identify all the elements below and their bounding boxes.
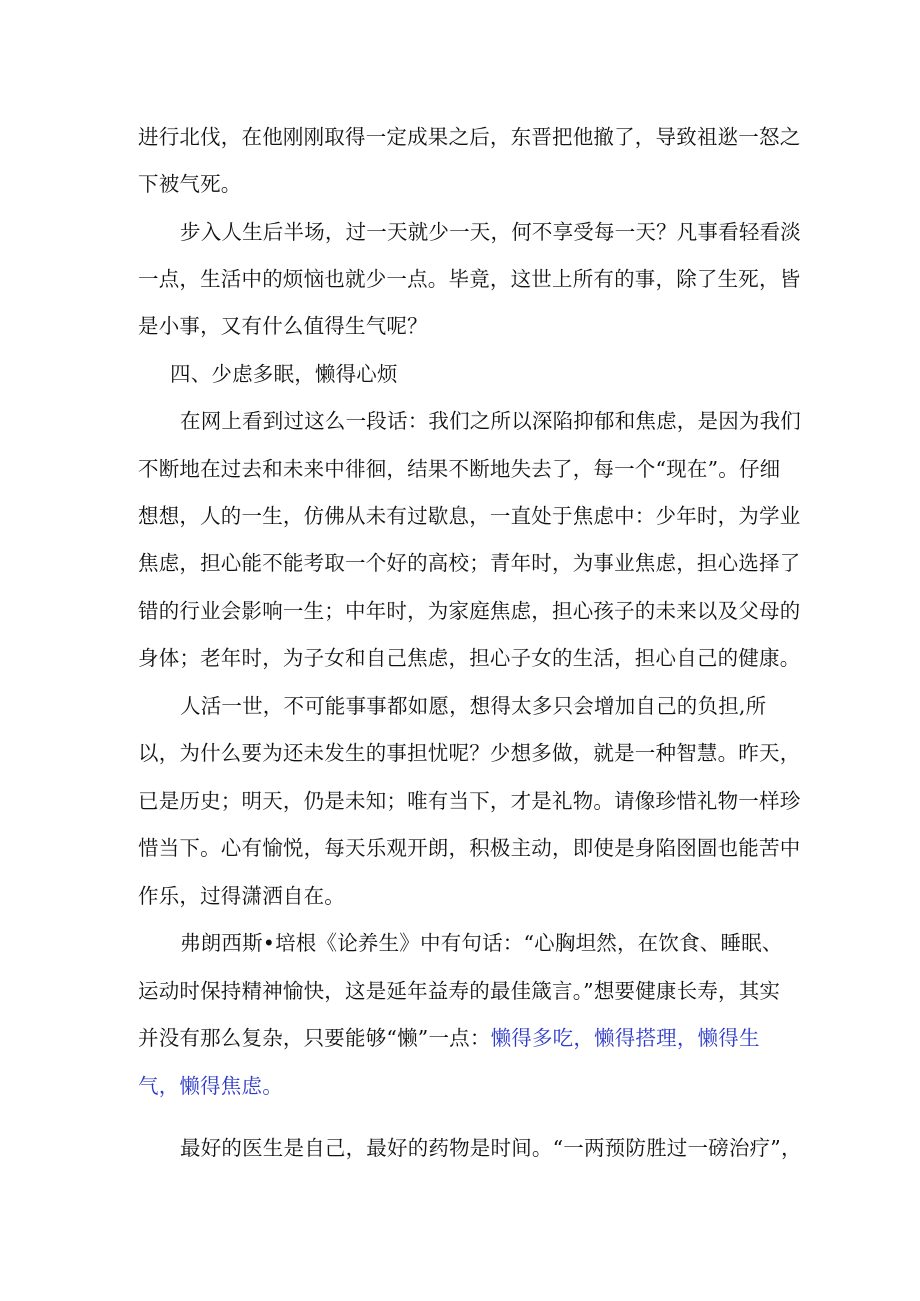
plain-text: 并没有那么复杂，只要能够“懒”一点： — [138, 1026, 491, 1050]
paragraph-line: 进行北伐，在他刚刚取得一定成果之后，东晋把他撤了，导致祖逖一怒之 — [138, 125, 801, 149]
paragraph-line: 在网上看到过这么一段话：我们之所以深陷抑郁和焦虑，是因为我们 — [180, 409, 801, 433]
paragraph-line: 弗朗西斯•培根《论养生》中有句话：“心胸坦然，在饮食、睡眠、 — [180, 931, 783, 955]
paragraph-line: 运动时保持精神愉快，这是延年益寿的最佳箴言。”想要健康长寿，其实 — [138, 979, 781, 1003]
highlighted-text: 懒得多吃，懒得搭理，懒得生 — [490, 1026, 760, 1050]
paragraph-line: 想想，人的一生，仿佛从未有过歇息，一直处于焦虑中：少年时，为学业 — [138, 504, 801, 528]
paragraph-line: 人活一世，不可能事事都如愿，想得太多只会增加自己的负担,所 — [180, 694, 767, 718]
paragraph-line: 惜当下。心有愉悦，每天乐观开朗，积极主动，即使是身陷囹圄也能苦中 — [138, 836, 801, 860]
paragraph-line: 是小事，又有什么值得生气呢？ — [138, 314, 428, 338]
section-heading: 四、少虑多眠，懒得心烦 — [170, 362, 398, 386]
paragraph-line: 下被气死。 — [138, 172, 242, 196]
paragraph-line: 已是历史；明天，仍是未知；唯有当下，才是礼物。请像珍惜礼物一样珍 — [138, 789, 801, 813]
paragraph-line: 最好的医生是自己，最好的药物是时间。“一两预防胜过一磅治疗”， — [180, 1136, 802, 1160]
paragraph-line: 错的行业会影响一生；中年时，为家庭焦虑，担心孩子的未来以及父母的 — [138, 599, 801, 623]
highlighted-line: 气，懒得焦虑。 — [138, 1074, 283, 1098]
paragraph-line: 以，为什么要为还未发生的事担忧呢？少想多做，就是一种智慧。昨天， — [138, 741, 801, 765]
paragraph-line — [138, 1023, 760, 1053]
paragraph-line: 步入人生后半场，过一天就少一天，何不享受每一天？凡事看轻看淡 — [180, 220, 801, 244]
paragraph-line: 身体；老年时，为子女和自己焦虑，担心子女的生活，担心自己的健康。 — [138, 646, 801, 670]
paragraph-line: 作乐，过得潇洒自在。 — [138, 884, 345, 908]
paragraph-line: 一点，生活中的烦恼也就少一点。毕竟，这世上所有的事，除了生死，皆 — [138, 267, 801, 291]
paragraph-line: 不断地在过去和未来中徘徊，结果不断地失去了，每一个“现在”。仔细 — [138, 457, 781, 481]
paragraph-line: 焦虑，担心能不能考取一个好的高校；青年时，为事业焦虑，担心选择了 — [138, 551, 801, 575]
